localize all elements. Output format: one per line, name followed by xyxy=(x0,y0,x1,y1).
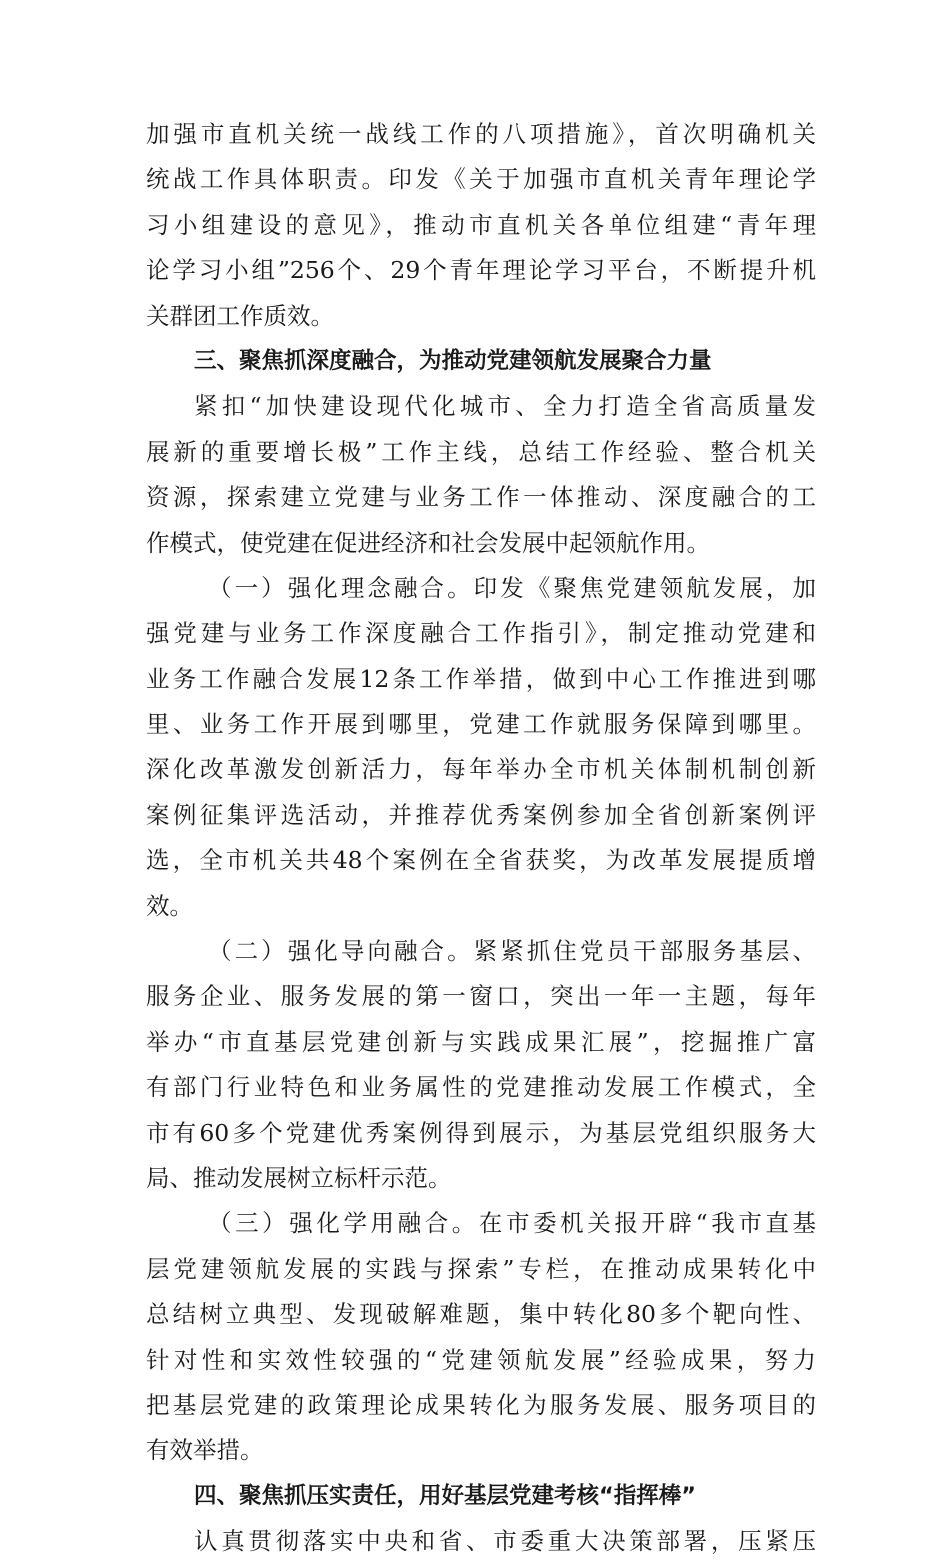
text-line: 举办“市直基层党建创新与实践成果汇展”，挖掘推广富 xyxy=(146,1027,816,1056)
text-line: 总结树立典型、发现破解难题，集中转化80多个靶向性、 xyxy=(146,1300,816,1329)
text-line: （三）强化学用融合。在市委机关报开辟“我市直基 xyxy=(208,1209,816,1238)
text-line: 针对性和实效性较强的“党建领航发展”经验成果，努力 xyxy=(146,1345,816,1374)
text-line: 习小组建设的意见》，推动市直机关各单位组建“青年理 xyxy=(146,210,816,239)
paragraph-item-1 xyxy=(146,566,816,929)
text-line: 统战工作具体职责。印发《关于加强市直机关青年理论学 xyxy=(146,165,816,194)
text-line: 局、推动发展树立标杆示范。 xyxy=(146,1163,452,1192)
text-line: 关群团工作质效。 xyxy=(146,301,334,330)
text-line: 把基层党建的政策理论成果转化为服务发展、服务项目的 xyxy=(146,1390,816,1419)
text-line: 有部门行业特色和业务属性的党建推动发展工作模式，全 xyxy=(146,1073,816,1102)
paragraph-intro xyxy=(146,384,816,566)
text-line: 紧扣“加快建设现代化城市、全力打造全省高质量发 xyxy=(194,392,816,421)
paragraph-continuation xyxy=(146,112,816,339)
text-line: 资源，探索建立党建与业务工作一体推动、深度融合的工 xyxy=(146,483,816,512)
section-heading-3: 三、聚焦抓深度融合，为推动党建领航发展聚合力量 xyxy=(194,347,712,374)
text-line: 选，全市机关共48个案例在全省获奖，为改革发展提质增 xyxy=(146,846,816,875)
paragraph-item-3 xyxy=(146,1201,816,1473)
text-line: 深化改革激发创新活力，每年举办全市机关体制机制创新 xyxy=(146,755,816,784)
text-line: 有效举措。 xyxy=(146,1436,264,1465)
text-line: 论学习小组”256个、29个青年理论学习平台，不断提升机 xyxy=(146,256,816,285)
text-line: 市有60多个党建优秀案例得到展示，为基层党组织服务大 xyxy=(146,1118,816,1147)
text-line: 服务企业、服务发展的第一窗口，突出一年一主题，每年 xyxy=(146,982,816,1011)
text-line: 强党建与业务工作深度融合工作指引》，制定推动党建和 xyxy=(146,619,816,648)
document-page xyxy=(146,112,816,1565)
text-line: 层党建领航发展的实践与探索”专栏，在推动成果转化中 xyxy=(146,1254,816,1283)
text-line: 业务工作融合发展12条工作举措，做到中心工作推进到哪 xyxy=(146,664,816,693)
text-line: 认真贯彻落实中央和省、市委重大决策部署，压紧压 xyxy=(194,1527,816,1556)
section-heading-4: 四、聚焦抓压实责任，用好基层党建考核“指挥棒” xyxy=(194,1482,697,1509)
text-line: 展新的重要增长极”工作主线，总结工作经验、整合机关 xyxy=(146,437,816,466)
paragraph-final xyxy=(146,1519,816,1564)
text-line: 效。 xyxy=(146,891,193,920)
text-line: （一）强化理念融合。印发《聚焦党建领航发展，加 xyxy=(208,573,816,602)
text-line: （二）强化导向融合。紧紧抓住党员干部服务基层、 xyxy=(208,937,816,966)
text-line: 加强市直机关统一战线工作的八项措施》，首次明确机关 xyxy=(146,120,816,148)
paragraph-item-2 xyxy=(146,929,816,1201)
text-line: 里、业务工作开展到哪里，党建工作就服务保障到哪里。 xyxy=(146,710,816,739)
text-line: 作模式，使党建在促进经济和社会发展中起领航作用。 xyxy=(146,528,710,557)
text-line: 案例征集评选活动，并推荐优秀案例参加全省创新案例评 xyxy=(146,800,816,829)
